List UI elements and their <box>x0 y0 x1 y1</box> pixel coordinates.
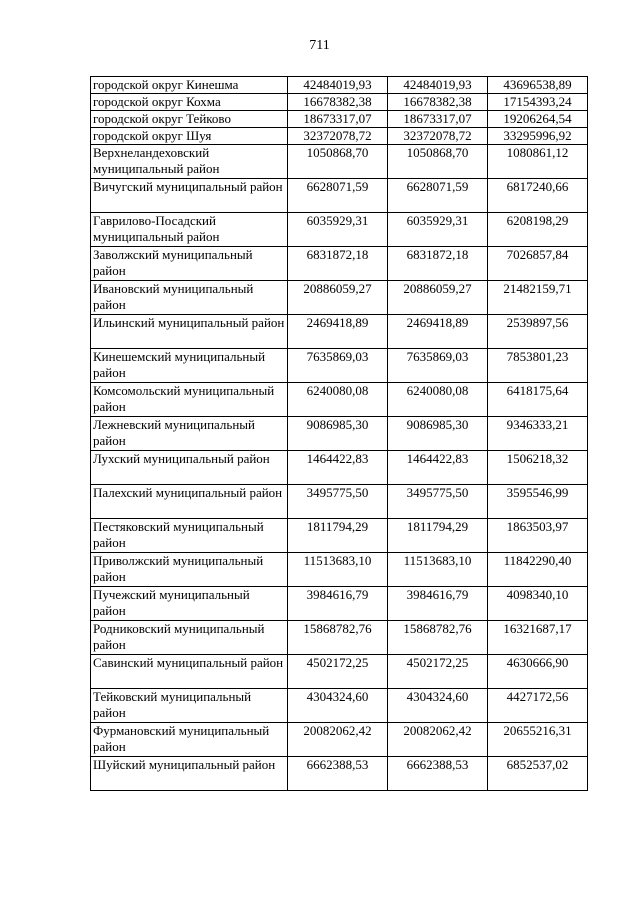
budget-table-body <box>91 77 588 791</box>
value-col-3: 7853801,23 <box>488 349 588 383</box>
value-col-3: 4427172,56 <box>488 689 588 723</box>
value-col-3: 11842290,40 <box>488 553 588 587</box>
value-col-3: 1080861,12 <box>488 145 588 179</box>
municipality-name: Верхнеландеховский муниципальный район <box>91 145 288 179</box>
table-row <box>91 145 588 179</box>
value-col-3: 1863503,97 <box>488 519 588 553</box>
value-col-1: 6662388,53 <box>288 757 388 791</box>
value-col-2: 1050868,70 <box>388 145 488 179</box>
value-col-1: 6831872,18 <box>288 247 388 281</box>
table-row <box>91 689 588 723</box>
value-col-2: 2469418,89 <box>388 315 488 349</box>
municipality-name: Пестяковский муниципальный район <box>91 519 288 553</box>
table-row <box>91 247 588 281</box>
value-col-3: 6817240,66 <box>488 179 588 213</box>
value-col-2: 6628071,59 <box>388 179 488 213</box>
value-col-3: 20655216,31 <box>488 723 588 757</box>
value-col-1: 1464422,83 <box>288 451 388 485</box>
municipality-name: Пучежский муниципальный район <box>91 587 288 621</box>
value-col-1: 32372078,72 <box>288 128 388 145</box>
budget-table <box>90 76 588 791</box>
value-col-2: 15868782,76 <box>388 621 488 655</box>
municipality-name: Шуйский муниципальный район <box>91 757 288 791</box>
table-row <box>91 383 588 417</box>
value-col-2: 3984616,79 <box>388 587 488 621</box>
value-col-3: 7026857,84 <box>488 247 588 281</box>
value-col-1: 20886059,27 <box>288 281 388 315</box>
value-col-3: 4098340,10 <box>488 587 588 621</box>
municipality-name: Приволжский муниципальный район <box>91 553 288 587</box>
municipality-name: Лухский муниципальный район <box>91 451 288 485</box>
value-col-1: 1050868,70 <box>288 145 388 179</box>
table-row <box>91 655 588 689</box>
value-col-3: 9346333,21 <box>488 417 588 451</box>
value-col-3: 6852537,02 <box>488 757 588 791</box>
table-row <box>91 77 588 94</box>
value-col-1: 3495775,50 <box>288 485 388 519</box>
table-row <box>91 213 588 247</box>
municipality-name: городской округ Кинешма <box>91 77 288 94</box>
value-col-3: 43696538,89 <box>488 77 588 94</box>
municipality-name: городской округ Кохма <box>91 94 288 111</box>
value-col-1: 2469418,89 <box>288 315 388 349</box>
table-row <box>91 519 588 553</box>
value-col-3: 6418175,64 <box>488 383 588 417</box>
municipality-name: Комсомольский муниципальный район <box>91 383 288 417</box>
value-col-2: 16678382,38 <box>388 94 488 111</box>
table-row <box>91 417 588 451</box>
table-row <box>91 587 588 621</box>
municipality-name: Кинешемский муниципальный район <box>91 349 288 383</box>
value-col-2: 9086985,30 <box>388 417 488 451</box>
table-row <box>91 179 588 213</box>
table-row <box>91 485 588 519</box>
table-row <box>91 451 588 485</box>
table-row <box>91 723 588 757</box>
value-col-2: 11513683,10 <box>388 553 488 587</box>
table-row <box>91 315 588 349</box>
value-col-3: 19206264,54 <box>488 111 588 128</box>
municipality-name: Лежневский муниципальный район <box>91 417 288 451</box>
municipality-name: Палехский муниципальный район <box>91 485 288 519</box>
table-row <box>91 621 588 655</box>
municipality-name: Вичугский муниципальный район <box>91 179 288 213</box>
value-col-2: 6035929,31 <box>388 213 488 247</box>
value-col-1: 16678382,38 <box>288 94 388 111</box>
value-col-3: 17154393,24 <box>488 94 588 111</box>
value-col-1: 20082062,42 <box>288 723 388 757</box>
value-col-3: 16321687,17 <box>488 621 588 655</box>
municipality-name: Фурмановский муниципальный район <box>91 723 288 757</box>
table-row <box>91 111 588 128</box>
value-col-1: 6035929,31 <box>288 213 388 247</box>
value-col-1: 4502172,25 <box>288 655 388 689</box>
table-row <box>91 757 588 791</box>
value-col-1: 1811794,29 <box>288 519 388 553</box>
value-col-1: 11513683,10 <box>288 553 388 587</box>
value-col-2: 1464422,83 <box>388 451 488 485</box>
value-col-2: 6240080,08 <box>388 383 488 417</box>
value-col-1: 6628071,59 <box>288 179 388 213</box>
table-row <box>91 94 588 111</box>
value-col-2: 20082062,42 <box>388 723 488 757</box>
municipality-name: Ивановский муниципальный район <box>91 281 288 315</box>
value-col-3: 3595546,99 <box>488 485 588 519</box>
value-col-1: 3984616,79 <box>288 587 388 621</box>
value-col-3: 33295996,92 <box>488 128 588 145</box>
municipality-name: Гаврилово-Посадский муниципальный район <box>91 213 288 247</box>
value-col-1: 7635869,03 <box>288 349 388 383</box>
value-col-2: 18673317,07 <box>388 111 488 128</box>
value-col-1: 4304324,60 <box>288 689 388 723</box>
value-col-2: 7635869,03 <box>388 349 488 383</box>
value-col-2: 3495775,50 <box>388 485 488 519</box>
value-col-1: 18673317,07 <box>288 111 388 128</box>
table-row <box>91 128 588 145</box>
page-number: 711 <box>309 38 330 53</box>
municipality-name: Родниковский муниципальный район <box>91 621 288 655</box>
value-col-2: 32372078,72 <box>388 128 488 145</box>
municipality-name: городской округ Тейково <box>91 111 288 128</box>
municipality-name: городской округ Шуя <box>91 128 288 145</box>
municipality-name: Савинский муниципальный район <box>91 655 288 689</box>
value-col-3: 2539897,56 <box>488 315 588 349</box>
value-col-2: 20886059,27 <box>388 281 488 315</box>
value-col-2: 6662388,53 <box>388 757 488 791</box>
value-col-1: 6240080,08 <box>288 383 388 417</box>
value-col-2: 42484019,93 <box>388 77 488 94</box>
value-col-2: 4304324,60 <box>388 689 488 723</box>
value-col-3: 6208198,29 <box>488 213 588 247</box>
value-col-2: 6831872,18 <box>388 247 488 281</box>
value-col-1: 42484019,93 <box>288 77 388 94</box>
municipality-name: Ильинский муниципальный район <box>91 315 288 349</box>
table-row <box>91 349 588 383</box>
value-col-1: 15868782,76 <box>288 621 388 655</box>
municipality-name: Тейковский муниципальный район <box>91 689 288 723</box>
table-row <box>91 553 588 587</box>
table-row <box>91 281 588 315</box>
value-col-3: 21482159,71 <box>488 281 588 315</box>
value-col-3: 1506218,32 <box>488 451 588 485</box>
municipality-name: Заволжский муниципальный район <box>91 247 288 281</box>
value-col-3: 4630666,90 <box>488 655 588 689</box>
value-col-2: 1811794,29 <box>388 519 488 553</box>
value-col-2: 4502172,25 <box>388 655 488 689</box>
value-col-1: 9086985,30 <box>288 417 388 451</box>
